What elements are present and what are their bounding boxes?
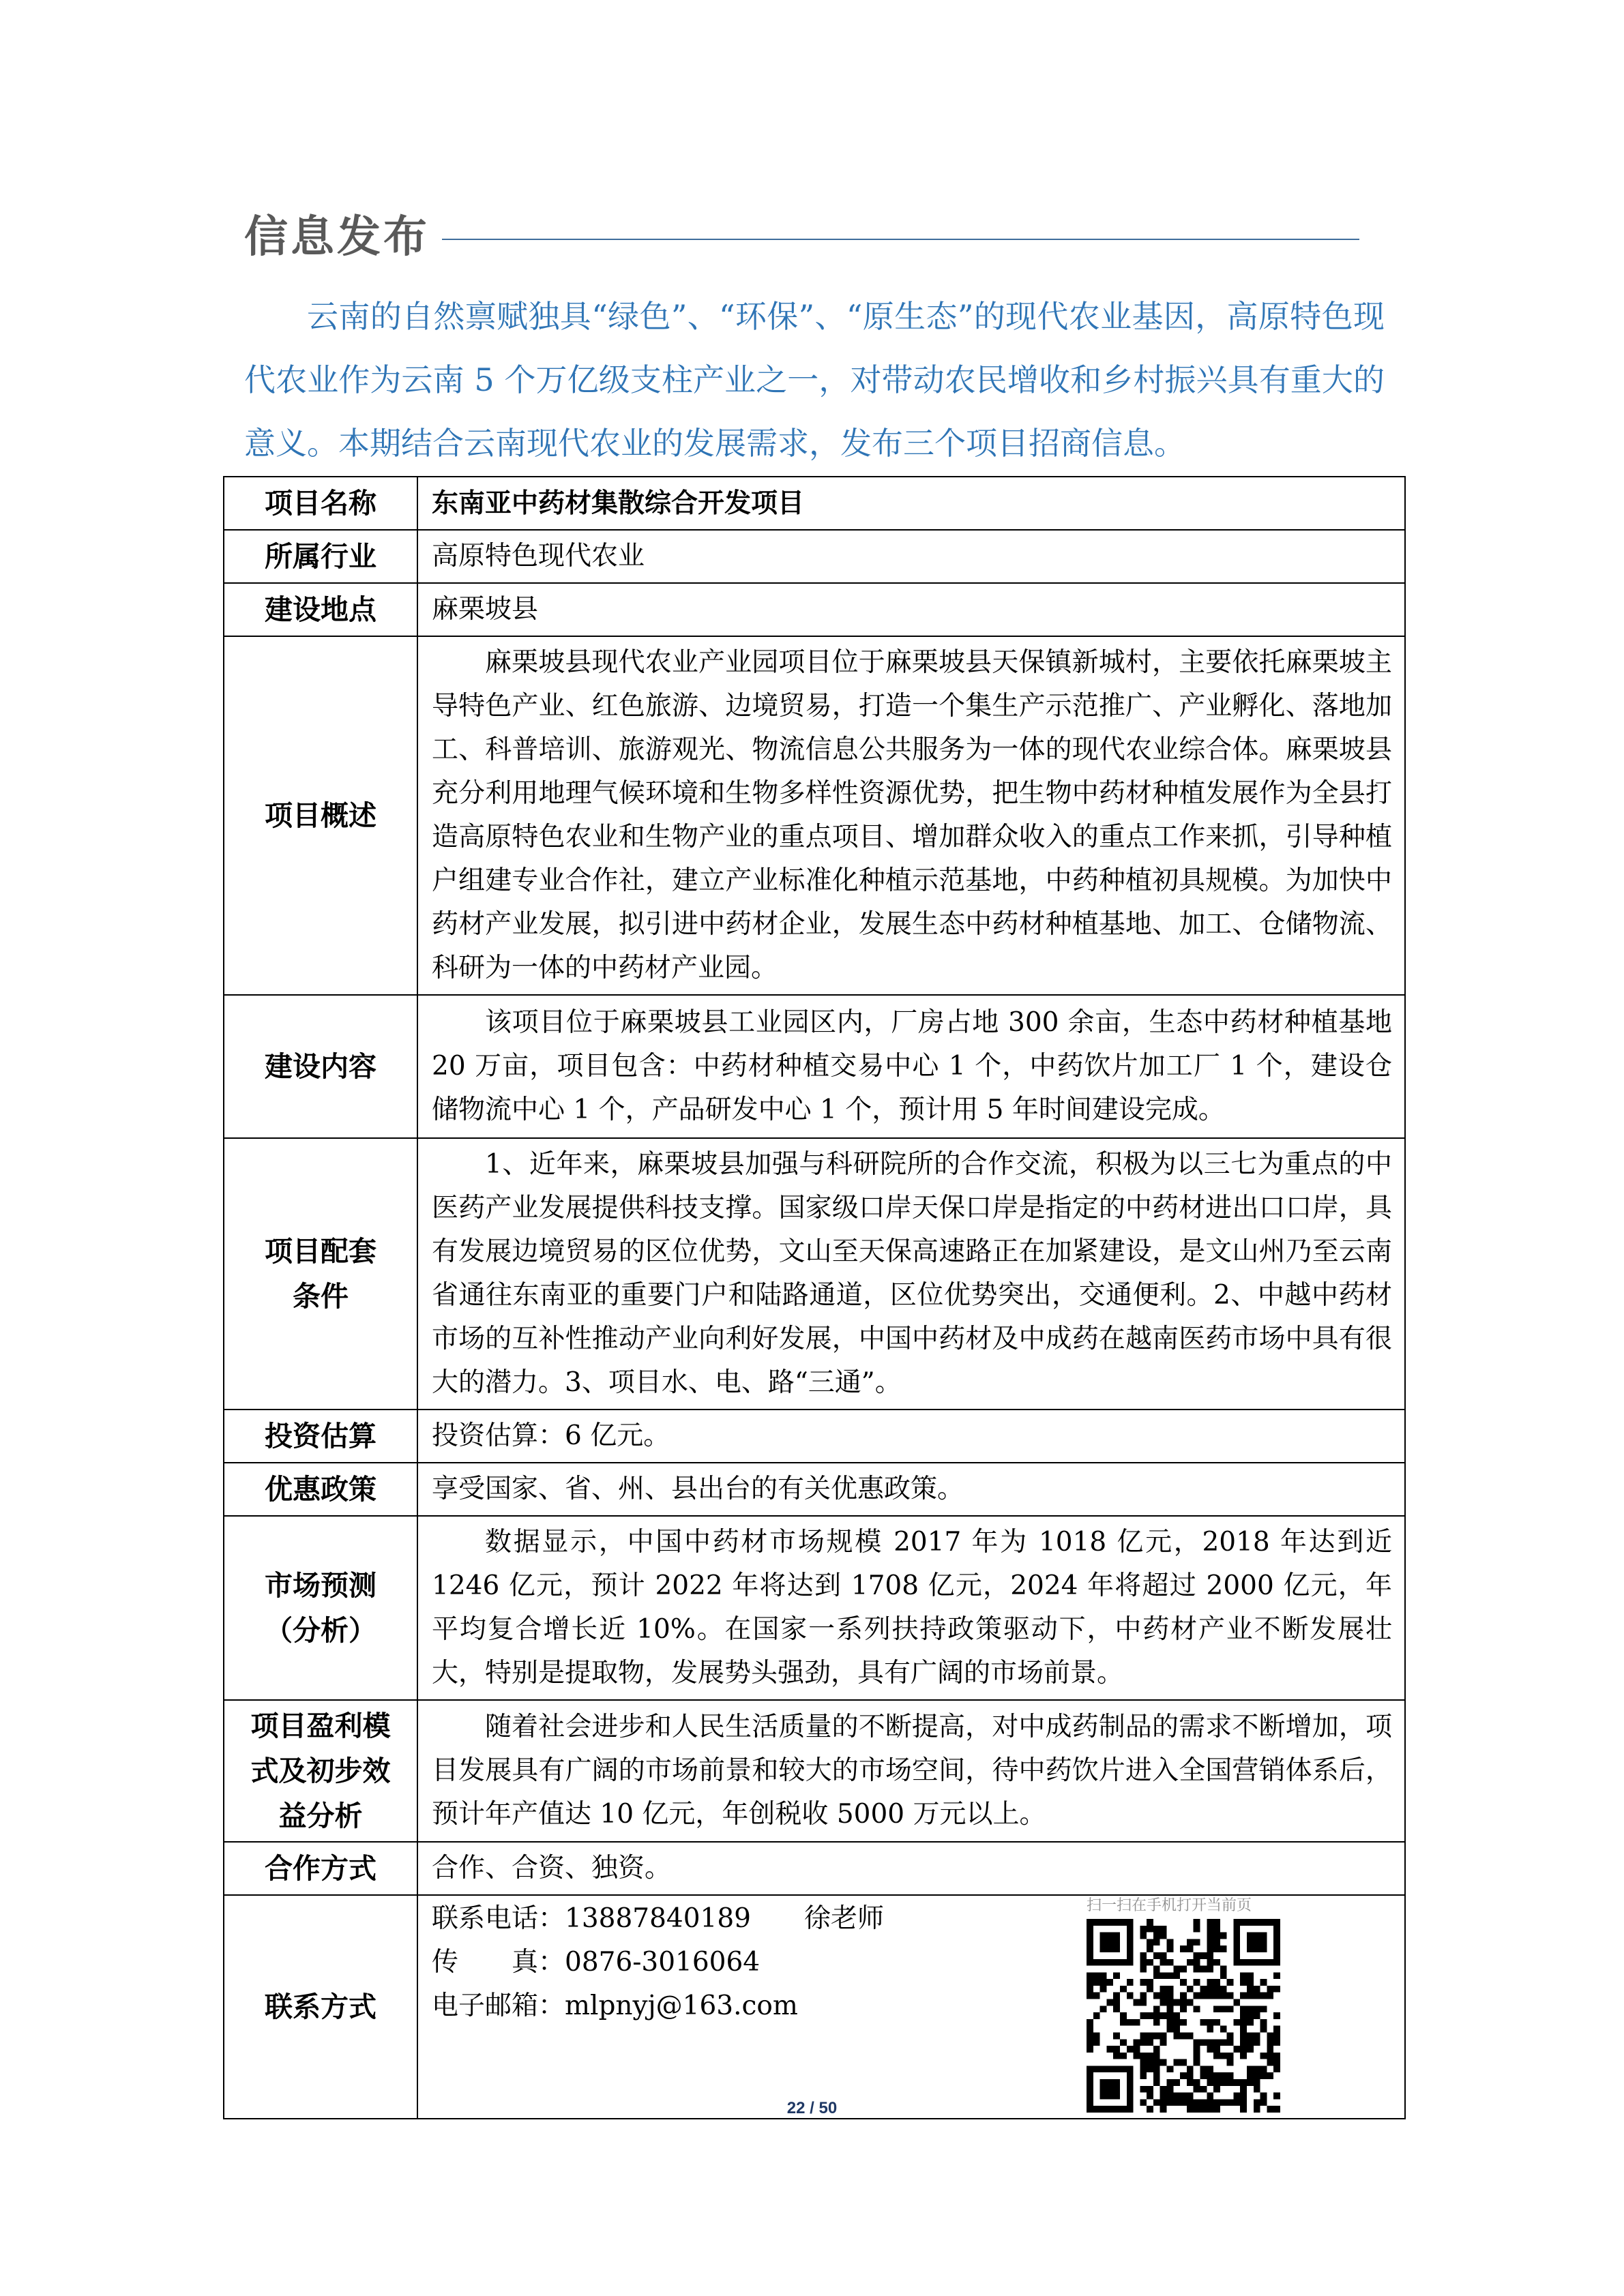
policy-value: 享受国家、省、州、县出台的有关优惠政策。: [417, 1463, 1405, 1516]
contact-value: [417, 1895, 1405, 2119]
location-value: 麻栗坡县: [417, 583, 1405, 636]
row-label: 项目概述: [224, 636, 417, 995]
table-row-industry: [224, 530, 1405, 583]
row-label: 建设内容: [224, 995, 417, 1138]
table-row-cooperation: [224, 1842, 1405, 1895]
label-line: 益分析: [278, 1800, 363, 1832]
row-label: 所属行业: [224, 530, 417, 583]
overview-text: 麻栗坡县现代农业产业园项目位于麻栗坡县天保镇新城村，主要依托麻栗坡主导特色产业、红色旅游、边境贸易，打造一个集生产示范推广、产业孵化、落地加工、科普培训、旅游观光、物流信息公共服务为一体的现代农业综合体。麻栗坡县充分利用地理气候环境和生物多样性资源优势，把生物中药材种植发展作为全县打造高原特色农业和生物产业的重点项目、增加群众收入的重点工作来抓，引导种植户组建专业合作社，建立产业标准化种植示范基地，中药种植初具规模。为加快中药材产业发展，拟引进中药材企业，发展生态中药材种植基地、加工、仓储物流、科研为一体的中药材产业园。: [432, 647, 1392, 983]
construction-text: 该项目位于麻栗坡县工业园区内，厂房占地 300 余亩，生态中药材种植基地 20 万亩，项目包含：中药材种植交易中心 1 个，中药饮片加工厂 1 个，建设仓储物流中心 1 个，产品研发中心 1 个，预计用 5 年时间建设完成。: [432, 1007, 1392, 1125]
table-row-location: [224, 583, 1405, 636]
label-line: 式及初步效: [250, 1755, 391, 1787]
page-number: 22 / 50: [786, 2099, 838, 2117]
investment-value: 投资估算：6 亿元。: [417, 1410, 1405, 1463]
conditions-value: [417, 1138, 1405, 1410]
market-text: 数据显示，中国中药材市场规模 2017 年为 1018 亿元，2018 年达到近 1246 亿元，预计 2022 年将达到 1708 亿元，2024 年将超过 2000 亿元，年平均复合增长近 10%。在国家一系列扶持政策驱动下，中药材产业不断发展壮大，特别是提取物，发展势头强劲，具有广阔的市场前景。: [432, 1527, 1392, 1688]
cooperation-value: 合作、合资、独资。: [417, 1842, 1405, 1895]
row-label: 投资估算: [224, 1410, 417, 1463]
contact-block: [432, 1897, 1392, 2114]
label-line: 项目盈利模: [250, 1710, 391, 1742]
row-label: 合作方式: [224, 1842, 417, 1895]
qr-caption: 扫一扫在手机打开当前页: [1087, 1897, 1252, 1914]
contact-phone: 联系电话：13887840189 徐老师: [432, 1903, 884, 1934]
row-label: 优惠政策: [224, 1463, 417, 1516]
table-row-construction: [224, 995, 1405, 1138]
contact-email: 电子邮箱：mlpnyj@163.com: [432, 1991, 798, 2021]
contact-fax: 传 真：0876-3016064: [432, 1947, 761, 1978]
table-row-market: [224, 1516, 1405, 1700]
qr-code-icon: [1087, 1919, 1280, 2113]
conditions-text: 1、近年来，麻栗坡县加强与科研院所的合作交流，积极为以三七为重点的中医药产业发展提供科技支撑。国家级口岸天保口岸是指定的中药材进出口口岸，具有发展边境贸易的区位优势，文山至天保高速路正在加紧建设，是文山州乃至云南省通往东南亚的重要门户和陆路通道，区位优势突出，交通便利。2、中越中药材市场的互补性推动产业向利好发展，中国中药材及中成药在越南医药市场中具有很大的潜力。3、项目水、电、路“三通”。: [432, 1149, 1392, 1398]
profit-value: [417, 1700, 1405, 1842]
intro-text: 云南的自然禀赋独具“绿色”、“环保”、“原生态”的现代农业基因，高原特色现代农业作为云南 5 个万亿级支柱产业之一，对带动农民增收和乡村振兴具有重大的意义。本期结合云南现代农业的发展需求，发布三个项目招商信息。: [244, 298, 1385, 462]
project-name-value: 东南亚中药材集散综合开发项目: [417, 477, 1405, 530]
row-label: 建设地点: [224, 583, 417, 636]
row-label: 联系方式: [224, 1895, 417, 2119]
table-row-contact: [224, 1895, 1405, 2119]
market-value: [417, 1516, 1405, 1700]
qr-code-block: [1087, 1896, 1291, 2113]
contact-lines: [432, 1897, 884, 2028]
section-rule: [442, 239, 1359, 240]
construction-value: [417, 995, 1405, 1138]
row-label: 项目名称: [224, 477, 417, 530]
table-row-policy: [224, 1463, 1405, 1516]
intro-paragraph: [244, 285, 1385, 475]
industry-value: 高原特色现代农业: [417, 530, 1405, 583]
row-label: [224, 1516, 417, 1700]
project-info-table: [223, 476, 1406, 2119]
table-row-profit: [224, 1700, 1405, 1842]
table-row-project-name: [224, 477, 1405, 530]
label-line: 项目配套: [265, 1235, 377, 1268]
table-row-conditions: [224, 1138, 1405, 1410]
label-line: （分析）: [265, 1614, 377, 1647]
table-row-investment: [224, 1410, 1405, 1463]
label-line: 条件: [293, 1280, 349, 1313]
section-header: [244, 203, 1363, 278]
row-label: [224, 1700, 417, 1842]
row-label: [224, 1138, 417, 1410]
label-line: 市场预测: [265, 1569, 377, 1602]
profit-text: 随着社会进步和人民生活质量的不断提高，对中成药制品的需求不断增加，项目发展具有广阔的市场前景和较大的市场空间，待中药饮片进入全国营销体系后，预计年产值达 10 亿元，年创税收 5000 万元以上。: [432, 1712, 1392, 1830]
table-row-overview: [224, 636, 1405, 995]
overview-value: [417, 636, 1405, 995]
section-title: 信息发布: [244, 211, 430, 263]
